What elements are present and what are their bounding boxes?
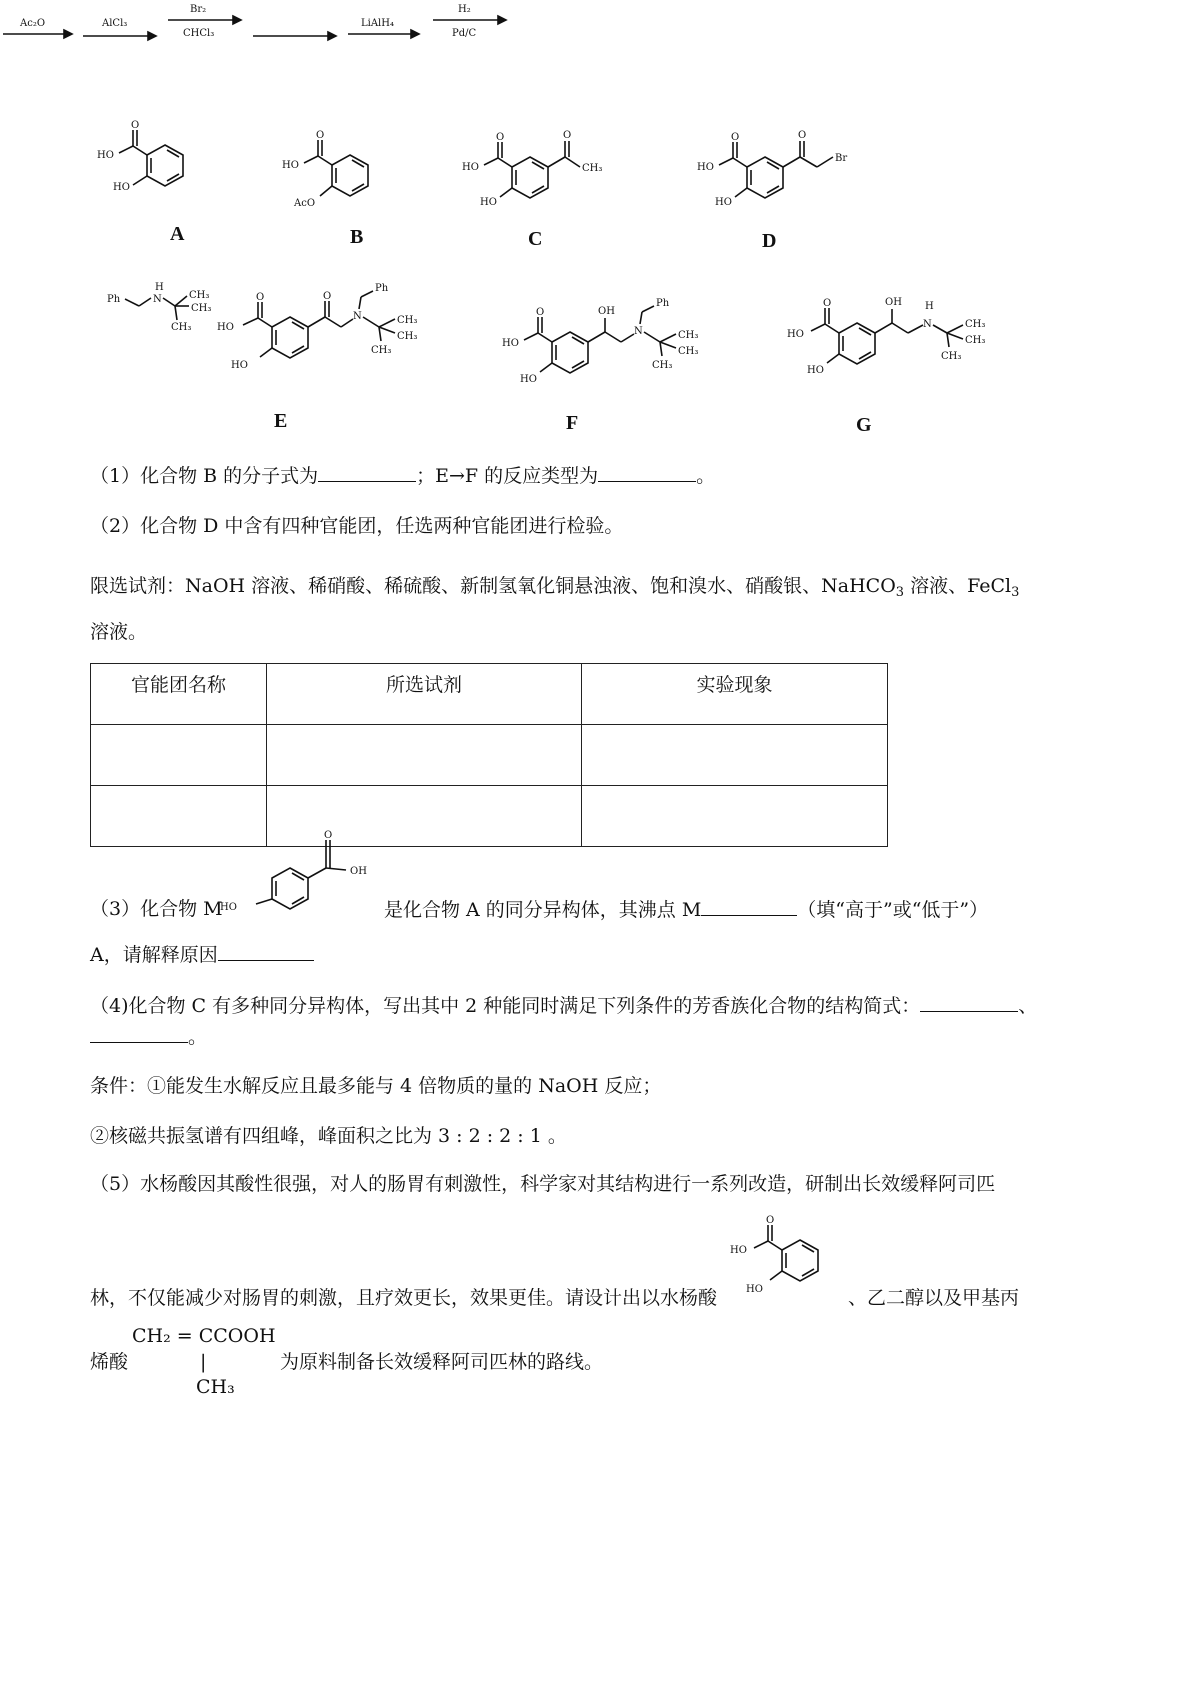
table-header-group-name: 官能团名称 — [91, 664, 267, 725]
compound-d-structure — [695, 125, 865, 225]
condition-1: 条件：①能发生水解反应且最多能与 4 倍物质的量的 NaOH 反应； — [90, 1075, 662, 1097]
svg-text:AlCl₃: AlCl₃ — [102, 18, 128, 29]
question-3-start: （3）化合物 M — [90, 898, 223, 920]
svg-text:HO: HO — [282, 160, 299, 171]
condition-2: ②核磁共振氢谱有四组峰，峰面积之比为 3 : 2 : 2 : 1 。 — [90, 1125, 567, 1147]
svg-text:CH₃: CH₃ — [371, 345, 392, 356]
compound-label-f: F — [566, 412, 579, 434]
svg-text:O: O — [131, 120, 140, 131]
svg-text:OH: OH — [885, 297, 902, 308]
svg-text:CH₃: CH₃ — [678, 346, 699, 357]
q1-text-a: （1）化合物 B 的分子式为 — [90, 465, 319, 487]
svg-text:O: O — [766, 1215, 775, 1226]
svg-text:HO: HO — [787, 329, 804, 340]
reaction-arrow-bc — [80, 14, 160, 44]
reaction-arrow-ab — [0, 14, 75, 44]
svg-text:O: O — [316, 130, 325, 141]
svg-text:HO: HO — [730, 1245, 747, 1256]
question-5-line1: （5）水杨酸因其酸性很强，对人的肠胃有刺激性，科学家对其结构进行一系列改造，研制出长效缓释阿司匹 — [90, 1173, 996, 1195]
q3-text-c: （填“高于”或“低于”） — [797, 899, 989, 921]
svg-text:OH: OH — [598, 306, 615, 317]
reagent-list-text-b: 溶液、FeCl — [904, 575, 1012, 597]
table-row — [91, 786, 888, 847]
q1-text-c: 。 — [696, 465, 716, 487]
svg-text:HO: HO — [480, 197, 497, 208]
svg-text:HO: HO — [97, 150, 114, 161]
svg-text:N: N — [923, 319, 932, 330]
svg-text:O: O — [798, 130, 807, 141]
reagent-subscript-2: 3 — [1011, 585, 1020, 600]
svg-text:Ph: Ph — [107, 294, 121, 305]
reaction-arrow-de — [250, 28, 340, 44]
svg-text:HO: HO — [217, 322, 234, 333]
answer-table — [90, 663, 888, 847]
svg-text:H: H — [925, 301, 934, 312]
svg-text:O: O — [324, 830, 333, 841]
svg-text:CH₃: CH₃ — [171, 322, 192, 333]
compound-label-b: B — [350, 226, 364, 248]
reagent-list-text-a: 限选试剂：NaOH 溶液、稀硝酸、稀硫酸、新制氢氧化铜悬浊液、饱和溴水、硝酸银、NaHCO — [90, 575, 896, 597]
svg-text:HO: HO — [220, 902, 237, 913]
svg-text:H: H — [155, 282, 164, 293]
question-1 — [90, 463, 715, 488]
svg-text:LiAlH₄: LiAlH₄ — [361, 18, 395, 29]
svg-text:O: O — [323, 291, 332, 302]
svg-text:Br: Br — [835, 153, 848, 164]
compound-g-structure — [785, 285, 1015, 390]
q3-text-b: 是化合物 A 的同分异构体，其沸点 M — [384, 899, 702, 921]
q1-blank-reaction-type[interactable] — [598, 463, 696, 482]
table-cell[interactable] — [267, 725, 582, 786]
svg-text:CH₃: CH₃ — [941, 351, 962, 362]
compound-label-d: D — [762, 230, 777, 252]
reaction-arrow-fg — [430, 0, 510, 44]
reagent-subscript-1: 3 — [895, 585, 905, 600]
table-header-phenomenon: 实验现象 — [582, 664, 888, 725]
svg-text:CH₃: CH₃ — [189, 290, 210, 301]
compound-e-structure — [205, 275, 430, 390]
q1-text-b: ；E→F 的反应类型为 — [416, 465, 599, 487]
question-4-cont — [90, 1024, 207, 1049]
svg-text:N: N — [353, 311, 362, 322]
svg-text:Ac₂O: Ac₂O — [20, 18, 46, 29]
svg-text:H₂: H₂ — [458, 4, 472, 15]
compound-label-g: G — [856, 414, 872, 436]
svg-text:CH₃: CH₃ — [397, 315, 418, 326]
question-5-line2-a: 林，不仅能减少对肠胃的刺激，且疗效更长，效果更佳。请设计出以水杨酸 — [90, 1287, 718, 1309]
svg-text:HO: HO — [715, 197, 732, 208]
svg-text:CH₃: CH₃ — [397, 331, 418, 342]
q3-blank-reason[interactable] — [218, 942, 314, 961]
q4-blank-2[interactable] — [90, 1024, 188, 1043]
svg-text:N: N — [153, 294, 162, 305]
svg-text:O: O — [496, 132, 505, 143]
svg-text:OH: OH — [350, 866, 367, 877]
svg-text:CH₃: CH₃ — [191, 303, 212, 314]
svg-text:Ph: Ph — [375, 283, 389, 294]
svg-text:Ph: Ph — [656, 298, 670, 309]
svg-text:Pd/C: Pd/C — [452, 28, 477, 39]
svg-text:HO: HO — [462, 162, 479, 173]
svg-text:CH₃: CH₃ — [652, 360, 673, 371]
question-3-line1 — [384, 897, 988, 922]
svg-text:HO: HO — [697, 162, 714, 173]
reagent-list — [90, 574, 1019, 605]
svg-text:CH₃: CH₃ — [965, 319, 986, 330]
svg-text:N: N — [634, 326, 643, 337]
svg-text:HO: HO — [231, 360, 248, 371]
svg-text:HO: HO — [113, 182, 130, 193]
compound-f-structure — [500, 290, 725, 405]
svg-text:O: O — [536, 307, 545, 318]
svg-text:O: O — [563, 130, 572, 141]
svg-text:CH₃: CH₃ — [678, 330, 699, 341]
table-header-reagent: 所选试剂 — [267, 664, 582, 725]
svg-text:Br₂: Br₂ — [190, 4, 207, 15]
svg-text:O: O — [256, 292, 265, 303]
q3-blank-boiling[interactable] — [701, 897, 797, 916]
question-4 — [90, 993, 1037, 1018]
question-3-line2 — [90, 942, 314, 967]
compound-label-c: C — [528, 228, 543, 250]
table-cell[interactable] — [582, 725, 888, 786]
svg-text:CH₃: CH₃ — [582, 163, 603, 174]
svg-text:HO: HO — [807, 365, 824, 376]
q3-text-d: A，请解释原因 — [90, 944, 218, 966]
svg-text:HO: HO — [502, 338, 519, 349]
svg-text:HO: HO — [520, 374, 537, 385]
compound-c-structure — [460, 125, 620, 225]
compound-b-structure — [280, 128, 400, 228]
svg-text:O: O — [731, 132, 740, 143]
reaction-arrow-ef — [345, 12, 425, 44]
svg-text:O: O — [823, 298, 832, 309]
salicylic-acid-structure — [728, 1208, 853, 1308]
q4-blank-1[interactable] — [920, 993, 1018, 1012]
svg-text:AcO: AcO — [294, 198, 316, 209]
compound-m-structure — [218, 828, 388, 918]
q4-text-b: 、 — [1018, 995, 1038, 1017]
table-header-row — [91, 664, 888, 725]
table-row — [91, 725, 888, 786]
table-cell[interactable] — [582, 786, 888, 847]
mma-formula-bar: | — [200, 1351, 207, 1373]
q4-text-a: （4)化合物 C 有多种同分异构体，写出其中 2 种能同时满足下列条件的芳香族化合物的结构简式： — [90, 995, 921, 1017]
svg-text:CHCl₃: CHCl₃ — [183, 28, 215, 39]
compound-a-structure — [95, 118, 215, 218]
svg-text:CH₃: CH₃ — [965, 335, 986, 346]
compound-label-e: E — [274, 410, 288, 432]
table-cell[interactable] — [91, 725, 267, 786]
q1-blank-formula[interactable] — [318, 463, 416, 482]
question-5-line3-b: 为原料制备长效缓释阿司匹林的路线。 — [280, 1351, 604, 1373]
mma-formula-bottom: CH₃ — [196, 1376, 235, 1398]
reagent-list-cont: 溶液。 — [90, 621, 148, 643]
reaction-arrow-cd — [165, 0, 245, 44]
question-2: （2）化合物 D 中含有四种官能团，任选两种官能团进行检验。 — [90, 515, 624, 537]
compound-label-a: A — [170, 223, 185, 245]
question-5-line3-a: 烯酸 — [90, 1351, 129, 1373]
question-5-line2-b: 、乙二醇以及甲基丙 — [848, 1287, 1020, 1309]
svg-text:HO: HO — [746, 1284, 763, 1295]
q4-text-c: 。 — [188, 1026, 208, 1048]
mma-formula-top: CH₂ = CCOOH — [132, 1325, 276, 1347]
